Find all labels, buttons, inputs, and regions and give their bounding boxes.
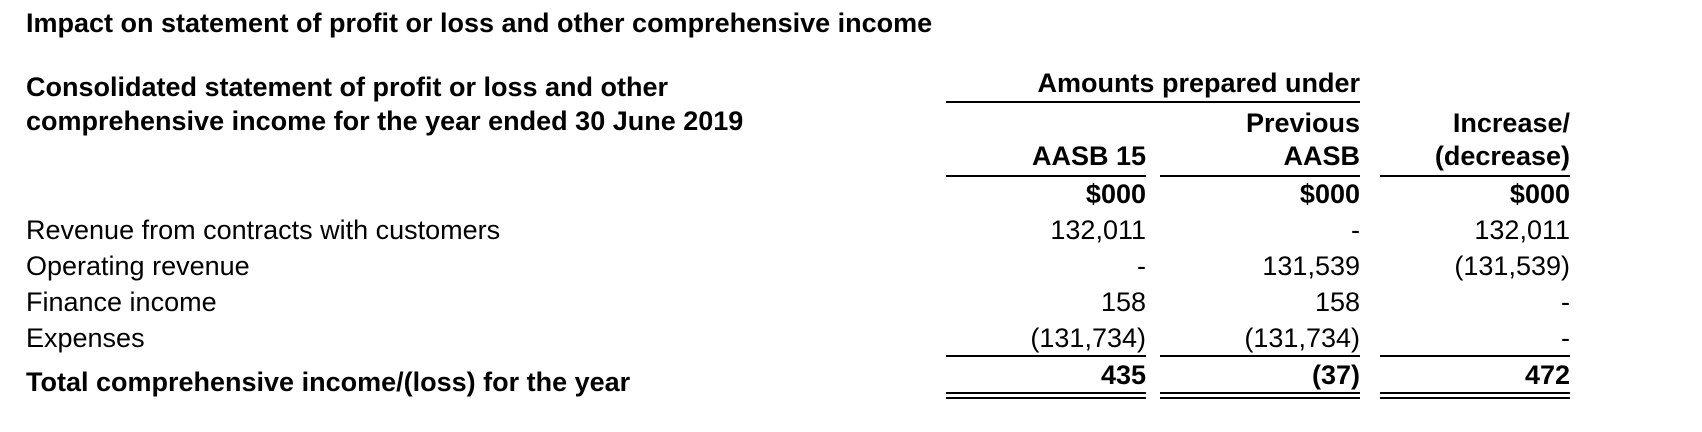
column-header-aasb15 xyxy=(946,140,1146,173)
column-header-label: AASB 15 xyxy=(1031,141,1146,171)
table-cell: - xyxy=(1137,251,1146,281)
table-cell: - xyxy=(1561,287,1570,317)
column-header-label: (decrease) xyxy=(1434,141,1570,171)
column-header-label: AASB xyxy=(1283,141,1360,171)
table-cell: (131,734) xyxy=(1030,323,1146,353)
column-header-rule xyxy=(1380,175,1570,177)
total-double-rule xyxy=(1380,397,1570,399)
row-label: Revenue from contracts with customers xyxy=(26,215,501,245)
table-cell: 132,011 xyxy=(1050,215,1146,245)
page-title: Impact on statement of profit or loss and other comprehensive income xyxy=(26,8,933,38)
unit-label: $000 xyxy=(1085,179,1146,209)
table-cell: - xyxy=(1351,215,1360,245)
total-cell: (37) xyxy=(1311,360,1360,390)
table-cell: 132,011 xyxy=(1474,215,1570,245)
column-header-rule xyxy=(1160,175,1360,177)
row-label: Operating revenue xyxy=(26,251,250,281)
table-cell: (131,539) xyxy=(1454,251,1570,281)
total-double-rule xyxy=(1160,392,1360,394)
column-header-increase-decrease xyxy=(1380,107,1570,173)
total-cell: 472 xyxy=(1524,360,1570,390)
unit-label: $000 xyxy=(1509,179,1570,209)
column-header-label: Increase/ xyxy=(1452,108,1570,138)
table-cell: (131,734) xyxy=(1244,323,1360,353)
subtotal-rule xyxy=(946,355,1146,357)
total-row-label: Total comprehensive income/(loss) for the year xyxy=(26,367,631,397)
group-header: Amounts prepared under xyxy=(1037,68,1360,98)
statement-heading-line: Consolidated statement of profit or loss and other xyxy=(26,72,669,102)
total-double-rule xyxy=(946,392,1146,394)
column-header-label: Previous xyxy=(1245,108,1360,138)
table-cell: 158 xyxy=(1314,287,1360,317)
table-cell: 158 xyxy=(1100,287,1146,317)
total-cell: 435 xyxy=(1100,360,1146,390)
row-label: Finance income xyxy=(26,287,217,317)
table-cell: 131,539 xyxy=(1262,251,1360,281)
column-header-previous-aasb xyxy=(1160,107,1360,173)
column-header-rule xyxy=(946,175,1146,177)
total-double-rule xyxy=(946,397,1146,399)
total-double-rule xyxy=(1160,397,1360,399)
statement-heading-line: comprehensive income for the year ended 30 June 2019 xyxy=(26,106,744,136)
row-label: Expenses xyxy=(26,323,145,353)
subtotal-rule xyxy=(1160,355,1360,357)
table-cell: - xyxy=(1561,323,1570,353)
total-double-rule xyxy=(1380,392,1570,394)
unit-label: $000 xyxy=(1299,179,1360,209)
subtotal-rule xyxy=(1380,355,1570,357)
statement-heading xyxy=(26,70,743,138)
group-header-rule xyxy=(946,101,1360,103)
